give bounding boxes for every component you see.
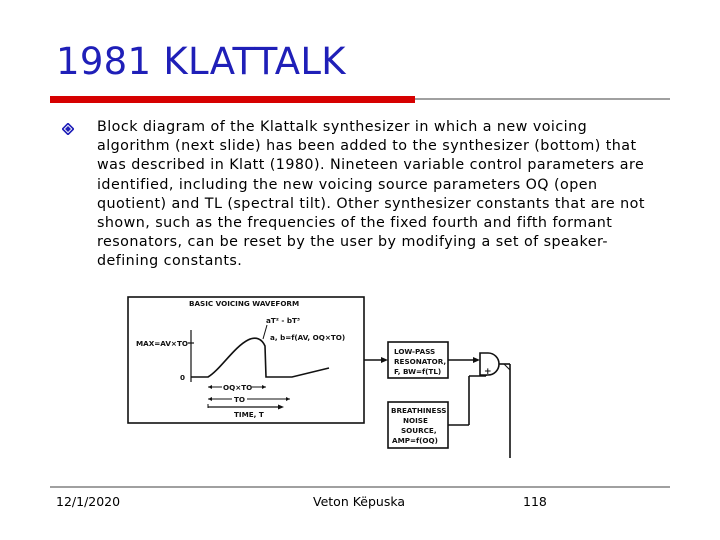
diamond-bullet-icon bbox=[62, 123, 74, 135]
zero-label: 0 bbox=[180, 373, 186, 382]
waveform-title: BASIC VOICING WAVEFORM bbox=[189, 299, 300, 308]
klattalk-block-diagram bbox=[124, 290, 596, 458]
breath-line-2: NOISE bbox=[403, 416, 428, 425]
footer-author: Veton Këpuska bbox=[313, 494, 406, 509]
time-label: TIME, T bbox=[234, 410, 264, 419]
voicing-waveform bbox=[191, 338, 329, 377]
max-label: MAX=AV×TO bbox=[136, 339, 188, 348]
footer-rule bbox=[50, 486, 670, 488]
title-accent-rule bbox=[50, 96, 415, 103]
breath-line-3: SOURCE, bbox=[401, 426, 437, 435]
breath-line-4: AMP=f(OQ) bbox=[392, 436, 438, 445]
slide-title: 1981 KLATTALK bbox=[56, 40, 346, 83]
footer-date: 12/1/2020 bbox=[56, 494, 121, 509]
title-rule bbox=[415, 98, 670, 100]
footer-page-number: 118 bbox=[523, 494, 547, 509]
waveform-panel bbox=[128, 297, 364, 423]
ab-label: a, b=f(AV, OQ×TO) bbox=[270, 333, 346, 342]
equation-label: aT² - bT³ bbox=[266, 316, 301, 325]
lowpass-line-3: F, BW=f(TL) bbox=[394, 367, 442, 376]
breath-line-1: BREATHINESS bbox=[391, 406, 447, 415]
lowpass-line-2: RESONATOR, bbox=[394, 357, 447, 366]
plus-label: + bbox=[484, 367, 492, 377]
oq-label: OQ×TO bbox=[223, 383, 253, 392]
lowpass-line-1: LOW-PASS bbox=[394, 347, 436, 356]
to-label: TO bbox=[234, 395, 246, 404]
bullet-text: Block diagram of the Klattalk synthesizer in which a new voicing algorithm (next slide) has been added to the synthesizer (bottom) that was described in Klatt (1980). Nineteen variable control parameters are identified, including the new voicing source parameters OQ (open quotient) and TL (spectral tilt). Other synthesizer constants that are not shown, such as the frequencies of the fixed fourth and fifth formant resonators, can be reset by the user by modifying a set of speaker-defining constants. bbox=[97, 119, 645, 270]
